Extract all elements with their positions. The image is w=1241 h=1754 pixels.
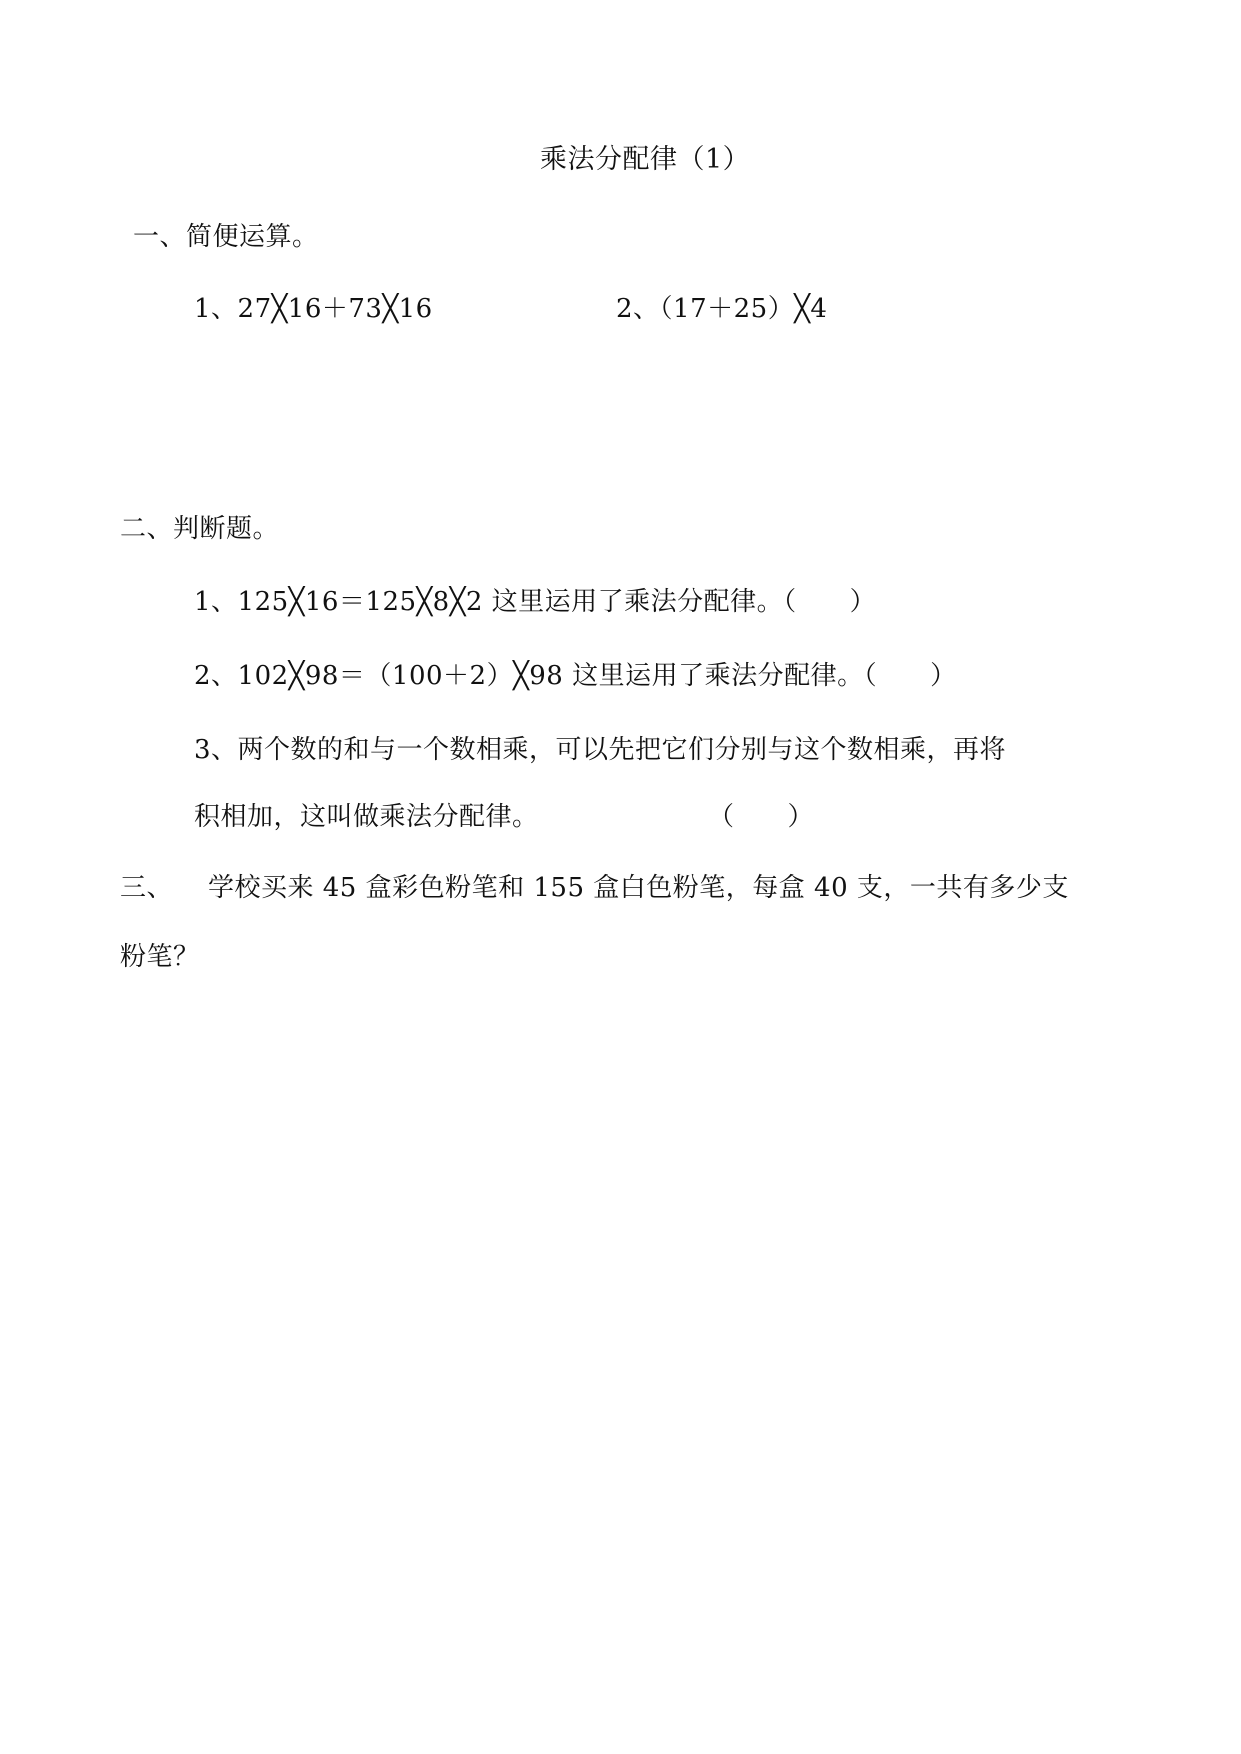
section3-label: 三、 [120, 873, 174, 903]
section2-heading: 二、判断题。 [120, 514, 280, 544]
section2-question-1: 1、125╳16＝125╳8╳2 这里运用了乘法分配律。（ ） [194, 587, 877, 617]
section1-question-1: 1、27╳16＋73╳16 [194, 294, 433, 324]
section2-question-3-line-1: 3、两个数的和与一个数相乘，可以先把它们分别与这个数相乘，再将 [194, 735, 1007, 765]
section1-heading: 一、简便运算。 [133, 222, 319, 252]
section2-question-3-line-2: 积相加，这叫做乘法分配律。 [194, 802, 539, 832]
page-title: 乘法分配律（1） [540, 144, 751, 175]
section2-question-2: 2、102╳98＝（100＋2）╳98 这里运用了乘法分配律。（ ） [194, 661, 957, 691]
section1-question-2: 2、（17＋25）╳4 [616, 294, 828, 324]
section2-question-3-answer-blank: （ ） [708, 802, 815, 832]
section3-problem-line-2: 粉笔？ [120, 942, 200, 972]
section3-problem-line-1: 学校买来 45 盒彩色粉笔和 155 盒白色粉笔，每盒 40 支，一共有多少支 [208, 873, 1069, 903]
